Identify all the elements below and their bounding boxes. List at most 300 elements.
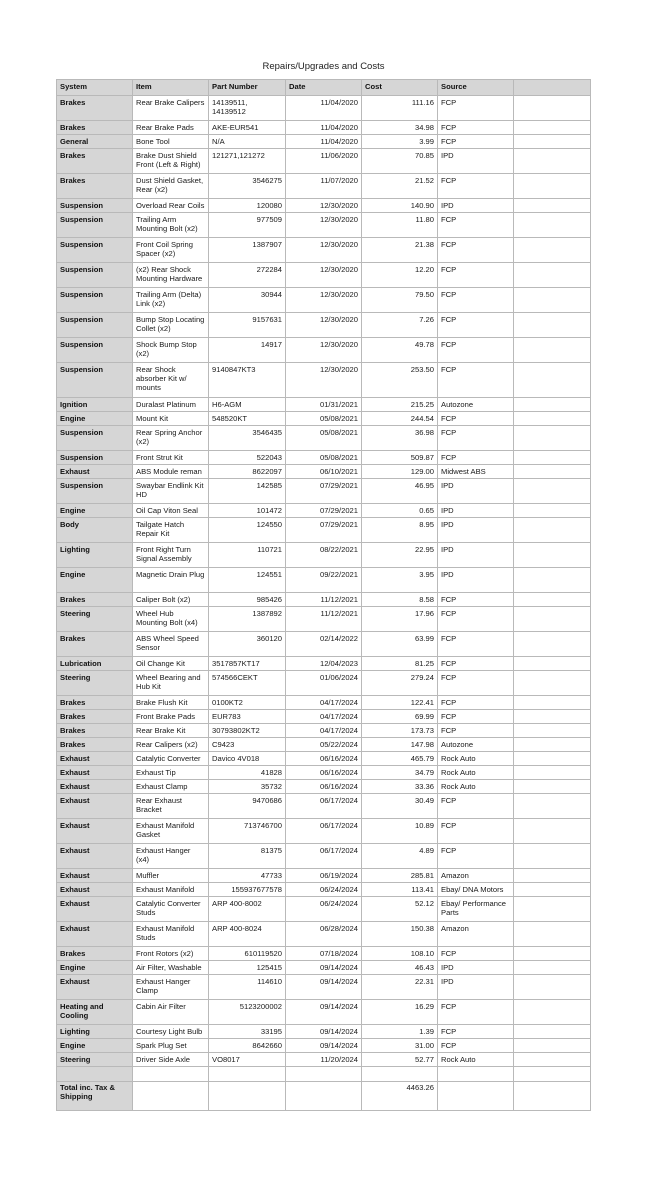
spacer-cell	[438, 1067, 514, 1082]
cost-cell: 509.87	[362, 451, 438, 465]
empty-cell	[514, 213, 591, 238]
part-number-cell: 14139511, 14139512	[209, 96, 286, 121]
part-number-cell: 985426	[209, 593, 286, 607]
part-number-cell: 8622097	[209, 465, 286, 479]
source-cell: IPD	[438, 975, 514, 1000]
table-row	[57, 465, 591, 479]
table-row	[57, 819, 591, 844]
table-row	[57, 922, 591, 947]
source-cell: FCP	[438, 263, 514, 288]
source-cell: Amazon	[438, 922, 514, 947]
spacer-cell	[286, 1067, 362, 1082]
item-cell: Exhaust Hanger Clamp	[133, 975, 209, 1000]
empty-cell	[514, 338, 591, 363]
item-cell: Rear Shock absorber Kit w/ mounts	[133, 363, 209, 398]
date-cell: 05/08/2021	[286, 412, 362, 426]
empty-cell	[514, 696, 591, 710]
table-row	[57, 451, 591, 465]
part-number-cell: H6-AGM	[209, 398, 286, 412]
cost-cell: 69.99	[362, 710, 438, 724]
total-cost: 4463.26	[362, 1081, 438, 1111]
system-cell: Suspension	[57, 363, 133, 398]
system-cell: Engine	[57, 1039, 133, 1053]
item-cell: Exhaust Tip	[133, 766, 209, 780]
system-cell: Heating and Cooling	[57, 1000, 133, 1025]
part-number-cell: 30793802KT2	[209, 724, 286, 738]
table-row	[57, 883, 591, 897]
table-row	[57, 1025, 591, 1039]
date-cell: 06/10/2021	[286, 465, 362, 479]
item-cell: Mount Kit	[133, 412, 209, 426]
part-number-cell: 610119520	[209, 947, 286, 961]
date-cell: 11/07/2020	[286, 174, 362, 199]
empty-cell	[514, 780, 591, 794]
source-cell: FCP	[438, 96, 514, 121]
part-number-cell: 548520KT	[209, 412, 286, 426]
table-row	[57, 568, 591, 593]
cost-cell: 79.50	[362, 288, 438, 313]
empty-cell	[514, 238, 591, 263]
source-cell: FCP	[438, 1039, 514, 1053]
system-cell: Brakes	[57, 724, 133, 738]
item-cell: Tailgate Hatch Repair Kit	[133, 518, 209, 543]
table-row	[57, 213, 591, 238]
date-cell: 07/29/2021	[286, 504, 362, 518]
cost-cell: 285.81	[362, 869, 438, 883]
table-row	[57, 504, 591, 518]
table-row	[57, 1039, 591, 1053]
spacer-cell	[133, 1067, 209, 1082]
date-cell: 11/04/2020	[286, 96, 362, 121]
empty-cell	[514, 738, 591, 752]
date-cell: 05/22/2024	[286, 738, 362, 752]
table-row	[57, 313, 591, 338]
source-cell: Midwest ABS	[438, 465, 514, 479]
table-row	[57, 593, 591, 607]
empty-cell	[514, 819, 591, 844]
system-cell: Brakes	[57, 710, 133, 724]
part-number-cell: 101472	[209, 504, 286, 518]
part-number-cell: 0100KT2	[209, 696, 286, 710]
date-cell: 09/14/2024	[286, 1039, 362, 1053]
source-cell: Rock Auto	[438, 752, 514, 766]
item-cell: Rear Exhaust Bracket	[133, 794, 209, 819]
date-cell: 06/17/2024	[286, 794, 362, 819]
item-cell: Trailing Arm (Delta) Link (x2)	[133, 288, 209, 313]
part-number-cell: 713746700	[209, 819, 286, 844]
empty-cell	[514, 1053, 591, 1067]
source-cell: FCP	[438, 451, 514, 465]
table-row	[57, 947, 591, 961]
header-cost: Cost	[362, 80, 438, 96]
source-cell: FCP	[438, 288, 514, 313]
item-cell: Courtesy Light Bulb	[133, 1025, 209, 1039]
table-row	[57, 263, 591, 288]
source-cell: FCP	[438, 338, 514, 363]
system-cell: Exhaust	[57, 897, 133, 922]
empty-cell	[514, 451, 591, 465]
system-cell: Suspension	[57, 263, 133, 288]
total-row	[57, 1081, 591, 1111]
cost-cell: 1.39	[362, 1025, 438, 1039]
empty-cell	[514, 504, 591, 518]
table-row	[57, 766, 591, 780]
part-number-cell: 125415	[209, 961, 286, 975]
part-number-cell: 5123200002	[209, 1000, 286, 1025]
empty-cell	[514, 174, 591, 199]
empty-cell	[514, 96, 591, 121]
part-number-cell: 124551	[209, 568, 286, 593]
empty-cell	[514, 288, 591, 313]
table-row	[57, 121, 591, 135]
item-cell: Muffler	[133, 869, 209, 883]
system-cell: Engine	[57, 412, 133, 426]
spacer-cell	[514, 1067, 591, 1082]
source-cell: FCP	[438, 174, 514, 199]
table-row	[57, 135, 591, 149]
part-number-cell: 33195	[209, 1025, 286, 1039]
system-cell: Engine	[57, 961, 133, 975]
table-row	[57, 710, 591, 724]
empty-cell	[514, 710, 591, 724]
table-row	[57, 518, 591, 543]
cost-cell: 16.29	[362, 1000, 438, 1025]
item-cell: Exhaust Manifold	[133, 883, 209, 897]
table-row	[57, 794, 591, 819]
part-number-cell: 8642660	[209, 1039, 286, 1053]
date-cell: 06/19/2024	[286, 869, 362, 883]
part-number-cell: 9140847KT3	[209, 363, 286, 398]
item-cell: Front Coil Spring Spacer (x2)	[133, 238, 209, 263]
source-cell: IPD	[438, 518, 514, 543]
source-cell: FCP	[438, 238, 514, 263]
empty-cell	[514, 398, 591, 412]
source-cell: Autozone	[438, 738, 514, 752]
cost-cell: 147.98	[362, 738, 438, 752]
cost-cell: 31.00	[362, 1039, 438, 1053]
empty-cell	[514, 313, 591, 338]
date-cell: 01/06/2024	[286, 671, 362, 696]
item-cell: Air Filter, Washable	[133, 961, 209, 975]
source-cell: FCP	[438, 1025, 514, 1039]
item-cell: Oil Change Kit	[133, 657, 209, 671]
item-cell: Brake Flush Kit	[133, 696, 209, 710]
source-cell: FCP	[438, 426, 514, 451]
table-row	[57, 1000, 591, 1025]
item-cell: Spark Plug Set	[133, 1039, 209, 1053]
date-cell: 11/20/2024	[286, 1053, 362, 1067]
part-number-cell: 9157631	[209, 313, 286, 338]
empty-cell	[514, 263, 591, 288]
system-cell: Lubrication	[57, 657, 133, 671]
system-cell: Brakes	[57, 149, 133, 174]
item-cell: Bump Stop Locating Collet (x2)	[133, 313, 209, 338]
system-cell: Exhaust	[57, 922, 133, 947]
part-number-cell: 272284	[209, 263, 286, 288]
source-cell: Rock Auto	[438, 1053, 514, 1067]
empty-cell	[514, 766, 591, 780]
date-cell: 11/12/2021	[286, 593, 362, 607]
source-cell: Ebay/ DNA Motors	[438, 883, 514, 897]
table-row	[57, 1053, 591, 1067]
source-cell: IPD	[438, 543, 514, 568]
system-cell: Engine	[57, 568, 133, 593]
item-cell: Trailing Arm Mounting Bolt (x2)	[133, 213, 209, 238]
total-empty-cell	[286, 1081, 362, 1111]
date-cell: 11/04/2020	[286, 121, 362, 135]
system-cell: General	[57, 135, 133, 149]
source-cell: FCP	[438, 710, 514, 724]
item-cell: Dust Shield Gasket, Rear (x2)	[133, 174, 209, 199]
item-cell: Front Strut Kit	[133, 451, 209, 465]
system-cell: Exhaust	[57, 752, 133, 766]
cost-cell: 111.16	[362, 96, 438, 121]
item-cell: Oil Cap Viton Seal	[133, 504, 209, 518]
system-cell: Steering	[57, 607, 133, 632]
date-cell: 12/30/2020	[286, 199, 362, 213]
cost-cell: 129.00	[362, 465, 438, 479]
item-cell: Cabin Air Filter	[133, 1000, 209, 1025]
system-cell: Ignition	[57, 398, 133, 412]
date-cell: 07/29/2021	[286, 479, 362, 504]
table-row	[57, 869, 591, 883]
empty-cell	[514, 426, 591, 451]
table-row	[57, 288, 591, 313]
cost-cell: 21.52	[362, 174, 438, 199]
source-cell: IPD	[438, 961, 514, 975]
system-cell: Suspension	[57, 199, 133, 213]
item-cell: Front Right Turn Signal Assembly	[133, 543, 209, 568]
table-row	[57, 479, 591, 504]
source-cell: Rock Auto	[438, 780, 514, 794]
cost-cell: 12.20	[362, 263, 438, 288]
source-cell: IPD	[438, 149, 514, 174]
date-cell: 06/28/2024	[286, 922, 362, 947]
source-cell: IPD	[438, 479, 514, 504]
system-cell: Exhaust	[57, 844, 133, 869]
cost-cell: 22.95	[362, 543, 438, 568]
part-number-cell: 522043	[209, 451, 286, 465]
empty-cell	[514, 412, 591, 426]
cost-cell: 279.24	[362, 671, 438, 696]
system-cell: Suspension	[57, 213, 133, 238]
total-empty-cell	[514, 1081, 591, 1111]
source-cell: FCP	[438, 412, 514, 426]
item-cell: Exhaust Clamp	[133, 780, 209, 794]
item-cell: Rear Spring Anchor (x2)	[133, 426, 209, 451]
table-row	[57, 543, 591, 568]
source-cell: IPD	[438, 504, 514, 518]
cost-cell: 173.73	[362, 724, 438, 738]
date-cell: 09/22/2021	[286, 568, 362, 593]
cost-cell: 46.95	[362, 479, 438, 504]
part-number-cell: ARP 400-8002	[209, 897, 286, 922]
cost-cell: 150.38	[362, 922, 438, 947]
part-number-cell: 142585	[209, 479, 286, 504]
header-row	[57, 80, 591, 96]
cost-cell: 3.95	[362, 568, 438, 593]
system-cell: Engine	[57, 504, 133, 518]
date-cell: 02/14/2022	[286, 632, 362, 657]
source-cell: Autozone	[438, 398, 514, 412]
date-cell: 12/30/2020	[286, 213, 362, 238]
cost-cell: 21.38	[362, 238, 438, 263]
part-number-cell: 110721	[209, 543, 286, 568]
part-number-cell: Davico 4V018	[209, 752, 286, 766]
item-cell: Wheel Hub Mounting Bolt (x4)	[133, 607, 209, 632]
source-cell: FCP	[438, 844, 514, 869]
cost-cell: 0.65	[362, 504, 438, 518]
header-item: Item	[133, 80, 209, 96]
system-cell: Exhaust	[57, 869, 133, 883]
system-cell: Body	[57, 518, 133, 543]
system-cell: Exhaust	[57, 819, 133, 844]
repairs-table	[56, 79, 591, 1111]
date-cell: 07/18/2024	[286, 947, 362, 961]
total-empty-cell	[209, 1081, 286, 1111]
item-cell: Wheel Bearing and Hub Kit	[133, 671, 209, 696]
empty-cell	[514, 632, 591, 657]
part-number-cell: 114610	[209, 975, 286, 1000]
spacer-cell	[209, 1067, 286, 1082]
source-cell: FCP	[438, 607, 514, 632]
part-number-cell: ARP 400-8024	[209, 922, 286, 947]
cost-cell: 52.77	[362, 1053, 438, 1067]
table-row	[57, 426, 591, 451]
cost-cell: 108.10	[362, 947, 438, 961]
item-cell: Rear Calipers (x2)	[133, 738, 209, 752]
table-body	[57, 96, 591, 1067]
item-cell: Exhaust Manifold Studs	[133, 922, 209, 947]
spacer-cell	[57, 1067, 133, 1082]
source-cell: FCP	[438, 947, 514, 961]
table-row	[57, 897, 591, 922]
cost-cell: 30.49	[362, 794, 438, 819]
cost-cell: 70.85	[362, 149, 438, 174]
system-cell: Lighting	[57, 543, 133, 568]
source-cell: FCP	[438, 121, 514, 135]
date-cell: 05/08/2021	[286, 451, 362, 465]
system-cell: Lighting	[57, 1025, 133, 1039]
source-cell: FCP	[438, 593, 514, 607]
item-cell: Exhaust Hanger (x4)	[133, 844, 209, 869]
part-number-cell: 41828	[209, 766, 286, 780]
item-cell: ABS Module reman	[133, 465, 209, 479]
part-number-cell: EUR783	[209, 710, 286, 724]
cost-cell: 63.99	[362, 632, 438, 657]
system-cell: Brakes	[57, 696, 133, 710]
empty-cell	[514, 1039, 591, 1053]
system-cell: Brakes	[57, 738, 133, 752]
empty-cell	[514, 607, 591, 632]
empty-cell	[514, 593, 591, 607]
table-row	[57, 398, 591, 412]
cost-cell: 11.80	[362, 213, 438, 238]
system-cell: Steering	[57, 671, 133, 696]
source-cell: IPD	[438, 568, 514, 593]
item-cell: Overload Rear Coils	[133, 199, 209, 213]
cost-cell: 4.89	[362, 844, 438, 869]
empty-cell	[514, 543, 591, 568]
date-cell: 05/08/2021	[286, 426, 362, 451]
system-cell: Brakes	[57, 174, 133, 199]
system-cell: Exhaust	[57, 975, 133, 1000]
part-number-cell: N/A	[209, 135, 286, 149]
source-cell: FCP	[438, 313, 514, 338]
source-cell: FCP	[438, 135, 514, 149]
date-cell: 06/16/2024	[286, 780, 362, 794]
empty-cell	[514, 869, 591, 883]
item-cell: ABS Wheel Speed Sensor	[133, 632, 209, 657]
cost-cell: 8.95	[362, 518, 438, 543]
empty-cell	[514, 363, 591, 398]
date-cell: 12/30/2020	[286, 313, 362, 338]
spacer-row	[57, 1067, 591, 1082]
part-number-cell: 1387907	[209, 238, 286, 263]
date-cell: 09/14/2024	[286, 1000, 362, 1025]
system-cell: Exhaust	[57, 766, 133, 780]
empty-cell	[514, 199, 591, 213]
source-cell: FCP	[438, 794, 514, 819]
empty-cell	[514, 518, 591, 543]
source-cell: FCP	[438, 724, 514, 738]
item-cell: Catalytic Converter Studs	[133, 897, 209, 922]
part-number-cell: 360120	[209, 632, 286, 657]
table-row	[57, 412, 591, 426]
date-cell: 12/30/2020	[286, 288, 362, 313]
table-row	[57, 961, 591, 975]
date-cell: 11/06/2020	[286, 149, 362, 174]
part-number-cell: AKE-EUR541	[209, 121, 286, 135]
part-number-cell: VO8017	[209, 1053, 286, 1067]
table-row	[57, 632, 591, 657]
date-cell: 07/29/2021	[286, 518, 362, 543]
date-cell: 06/16/2024	[286, 766, 362, 780]
empty-cell	[514, 922, 591, 947]
table-row	[57, 338, 591, 363]
cost-cell: 10.89	[362, 819, 438, 844]
cost-cell: 253.50	[362, 363, 438, 398]
date-cell: 09/14/2024	[286, 975, 362, 1000]
item-cell: Magnetic Drain Plug	[133, 568, 209, 593]
item-cell: Swaybar Endlink Kit HD	[133, 479, 209, 504]
date-cell: 12/30/2020	[286, 238, 362, 263]
item-cell: Exhaust Manifold Gasket	[133, 819, 209, 844]
empty-cell	[514, 135, 591, 149]
item-cell: Caliper Bolt (x2)	[133, 593, 209, 607]
table-row	[57, 671, 591, 696]
system-cell: Suspension	[57, 338, 133, 363]
empty-cell	[514, 657, 591, 671]
cost-cell: 244.54	[362, 412, 438, 426]
source-cell: Rock Auto	[438, 766, 514, 780]
cost-cell: 46.43	[362, 961, 438, 975]
system-cell: Exhaust	[57, 883, 133, 897]
date-cell: 06/17/2024	[286, 844, 362, 869]
empty-cell	[514, 149, 591, 174]
system-cell: Steering	[57, 1053, 133, 1067]
item-cell: Catalytic Converter	[133, 752, 209, 766]
table-row	[57, 975, 591, 1000]
item-cell: (x2) Rear Shock Mounting Hardware	[133, 263, 209, 288]
cost-cell: 49.78	[362, 338, 438, 363]
source-cell: IPD	[438, 199, 514, 213]
empty-cell	[514, 897, 591, 922]
date-cell: 06/16/2024	[286, 752, 362, 766]
table-row	[57, 780, 591, 794]
date-cell: 04/17/2024	[286, 724, 362, 738]
cost-cell: 7.26	[362, 313, 438, 338]
